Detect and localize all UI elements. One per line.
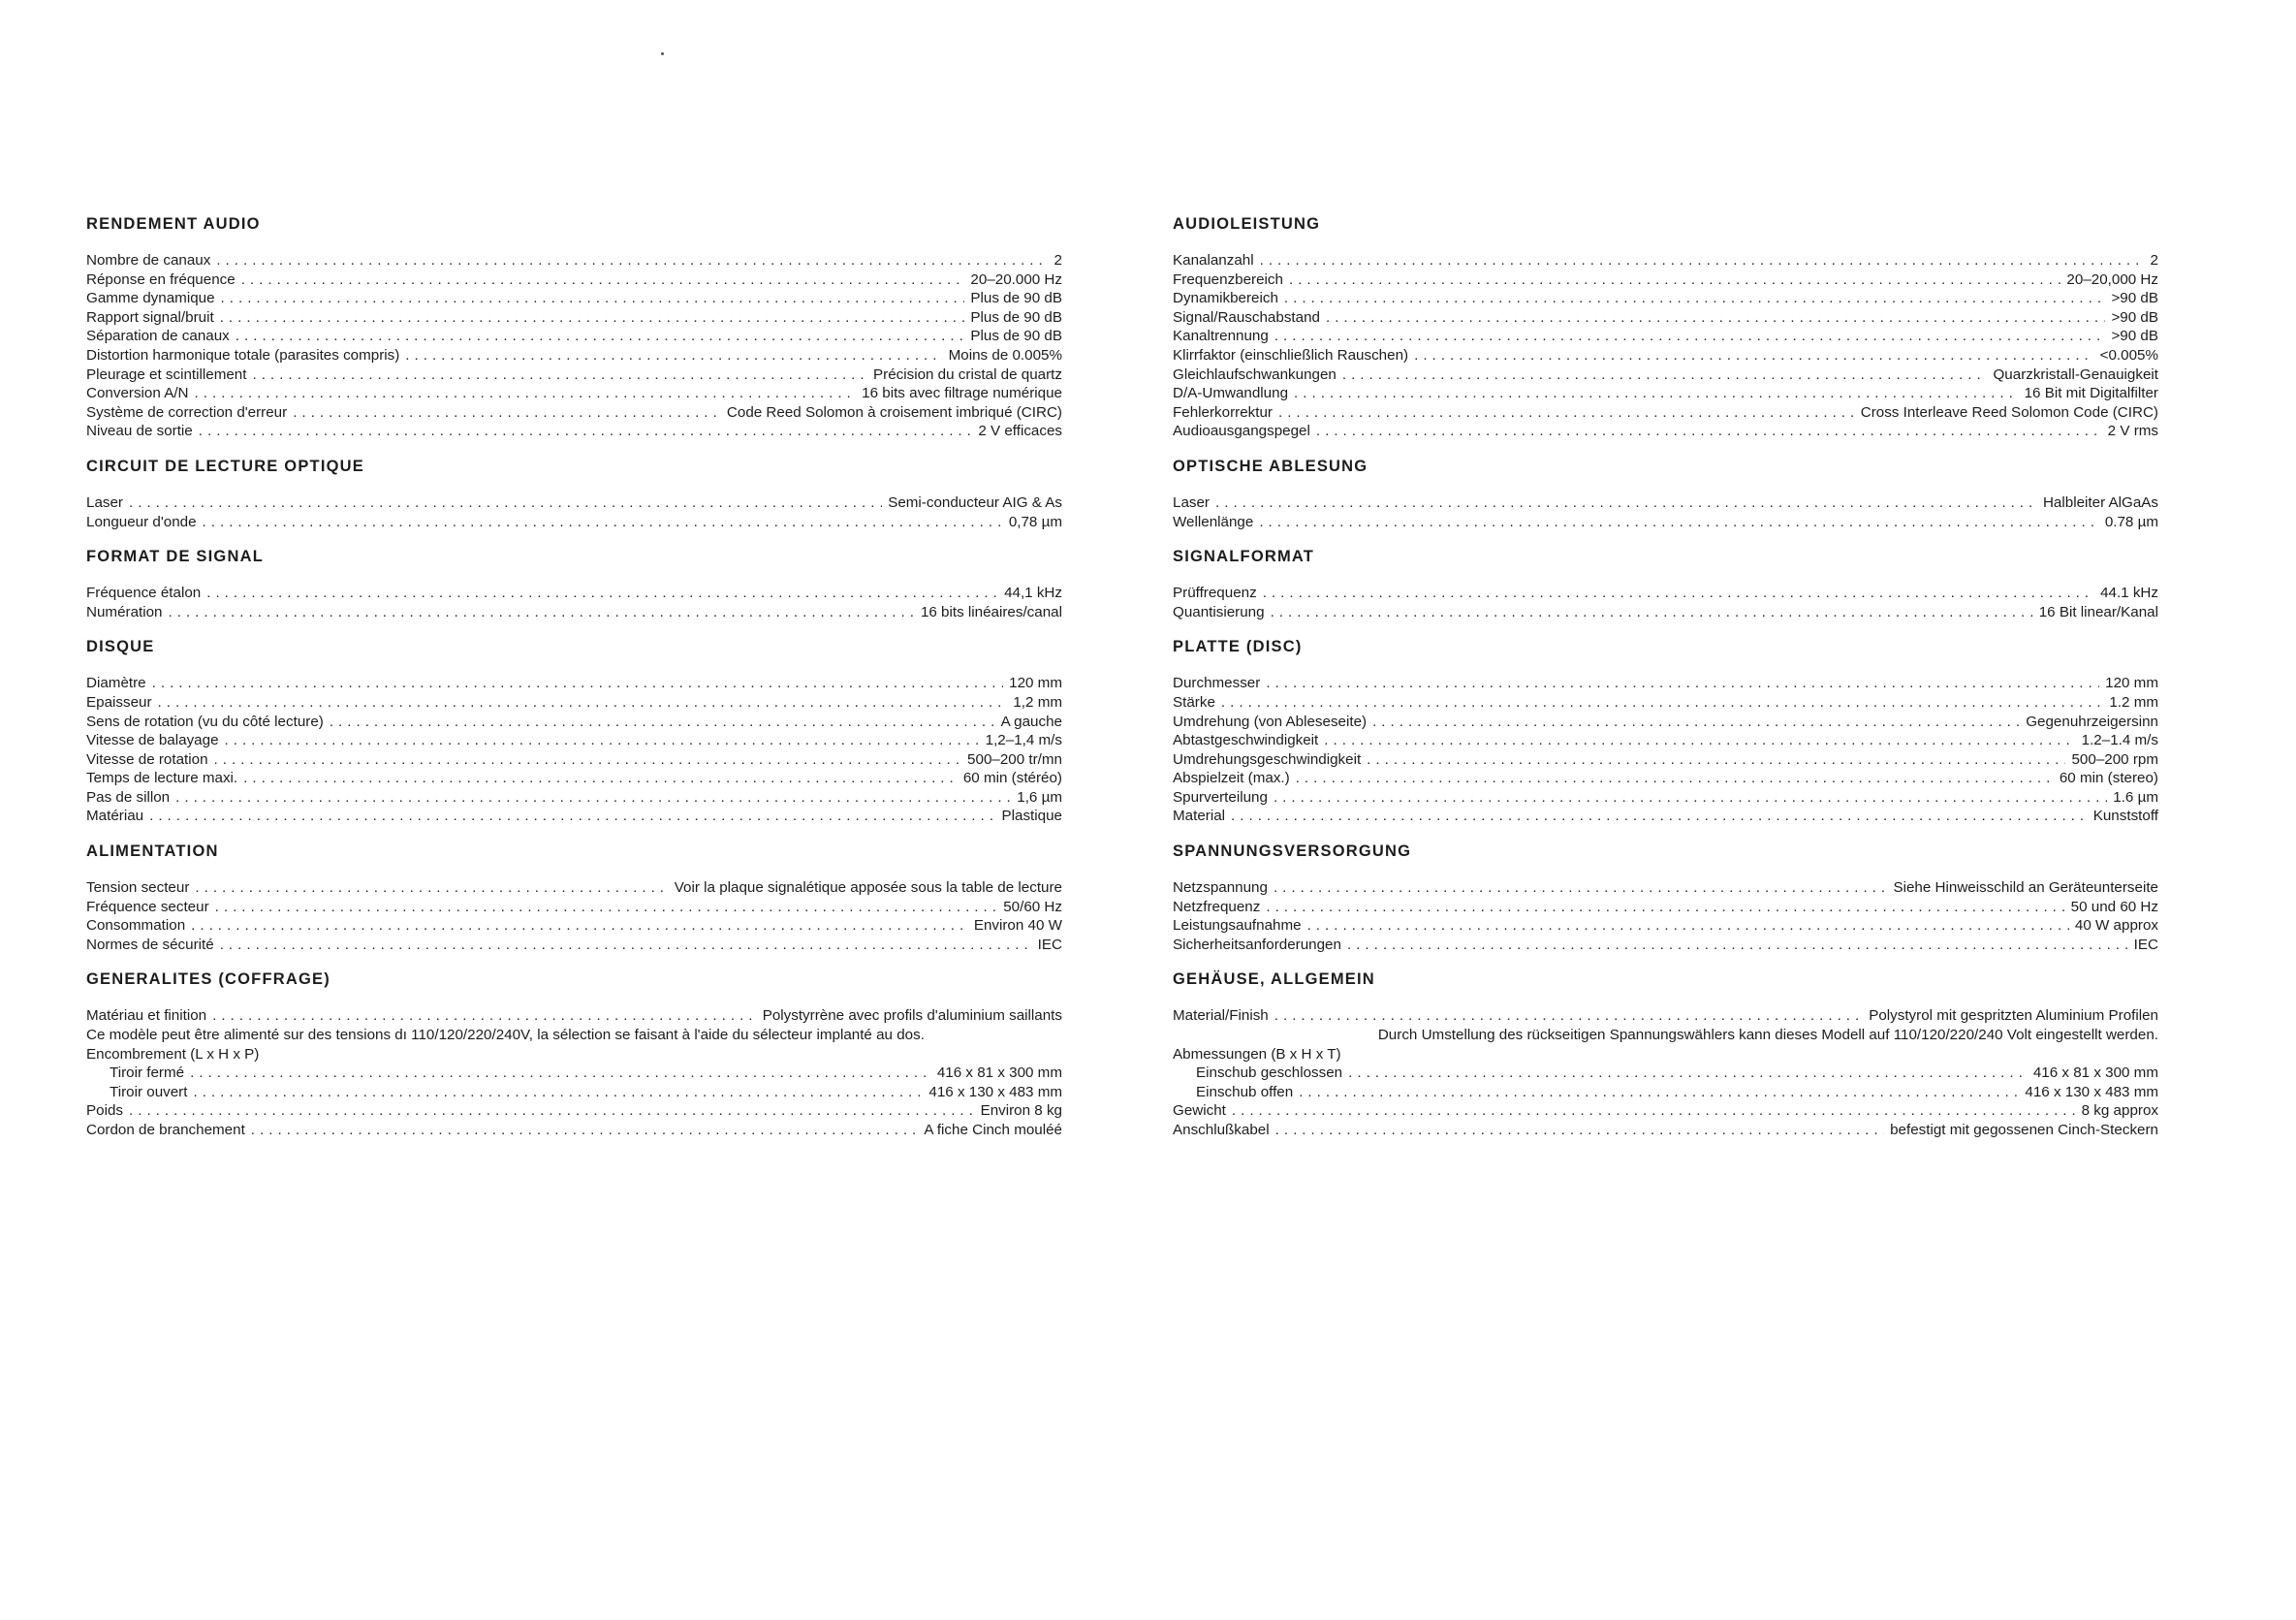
spec-row — [86, 936, 1062, 955]
spec-label: Frequenzbereich — [1173, 270, 1283, 288]
spec-row — [86, 898, 1062, 917]
spec-label: Gamme dynamique — [86, 290, 215, 307]
spec-value: 1,2 mm — [1013, 693, 1062, 711]
dot-leader — [236, 327, 965, 346]
dot-leader — [1326, 308, 2105, 328]
spec-value: Quarzkristall-Genauigkeit — [1993, 365, 2158, 383]
spec-label: Laser — [1173, 493, 1210, 511]
spec-label: Vitesse de rotation — [86, 750, 208, 768]
dot-leader — [1215, 493, 2037, 513]
spec-value: 416 x 81 x 300 mm — [2032, 1064, 2158, 1082]
spec-value: Plus de 90 dB — [970, 290, 1062, 307]
spec-value: Kunststoff — [2092, 808, 2158, 825]
spec-value: 416 x 81 x 300 mm — [936, 1064, 1062, 1082]
spec-note: Encombrement (L x H x P) — [86, 1045, 260, 1063]
spec-label: Kanalanzahl — [1173, 252, 1254, 269]
dot-leader — [1299, 1083, 2019, 1102]
spec-row — [1173, 1064, 2158, 1083]
spec-row — [1173, 713, 2158, 732]
spec-value: A gauche — [1000, 713, 1062, 730]
spec-value: 1,2–1,4 m/s — [985, 732, 1062, 749]
spec-label: Matériau et finition — [86, 1007, 207, 1025]
dot-leader — [216, 251, 1048, 270]
spec-label: Consommation — [86, 917, 186, 935]
spec-value: Code Reed Solomon à croisement imbriqué (CIRC) — [726, 403, 1062, 421]
spec-row — [1173, 750, 2158, 770]
spec-row — [86, 327, 1062, 346]
spec-row — [1173, 365, 2158, 385]
section-heading: CIRCUIT DE LECTURE OPTIQUE — [86, 457, 364, 475]
spec-value: Moins de 0.005% — [948, 346, 1062, 364]
dot-leader — [203, 513, 1003, 532]
spec-value: 50/60 Hz — [1003, 898, 1062, 915]
spec-row — [86, 1083, 1062, 1102]
spec-row — [1173, 731, 2158, 750]
spec-row — [86, 584, 1062, 603]
dot-leader — [330, 713, 995, 732]
spec-label: Conversion A/N — [86, 385, 189, 402]
spec-value: 16 bits avec filtrage numérique — [862, 385, 1062, 402]
dot-leader — [1414, 346, 2094, 365]
german-section-signalformat — [1173, 546, 2158, 621]
spec-row — [1173, 289, 2158, 308]
spec-row — [1173, 674, 2158, 693]
spec-label: D/A-Umwandlung — [1173, 385, 1289, 402]
spec-label: Pas de sillon — [86, 788, 171, 806]
spec-row — [1173, 1101, 2158, 1121]
spec-label: Dynamikbereich — [1173, 290, 1278, 307]
spec-row — [86, 713, 1062, 732]
spec-row — [86, 769, 1062, 788]
spec-row — [1173, 403, 2158, 423]
spec-label: Cordon de branchement — [86, 1122, 245, 1138]
spec-row — [1173, 603, 2158, 622]
spec-row — [1173, 584, 2158, 603]
spec-label: Vitesse de balayage — [86, 732, 219, 749]
dot-leader — [1221, 693, 2103, 713]
spec-label: Material/Finish — [1173, 1007, 1269, 1025]
spec-label: Epaisseur — [86, 693, 152, 711]
section-heading: DISQUE — [86, 638, 155, 656]
spec-list — [86, 584, 1062, 621]
spec-label: Distortion harmonique totale (parasites compris) — [86, 346, 400, 364]
spec-label: Longueur d'onde — [86, 513, 197, 530]
spec-label: Système de correction d'erreur — [86, 403, 288, 421]
scan-speck — [661, 52, 664, 55]
spec-row — [1173, 898, 2158, 917]
dot-leader — [1263, 584, 2094, 603]
spec-value: 20–20.000 Hz — [970, 270, 1062, 288]
spec-value: Siehe Hinweisschild an Geräteunterseite — [1893, 879, 2158, 897]
spec-value: 16 bits linéaires/canal — [920, 603, 1062, 620]
spec-value: Précision du cristal de quartz — [873, 365, 1062, 383]
spec-list — [86, 493, 1062, 531]
spec-value: Semi-conducteur AIG & As — [888, 493, 1062, 511]
spec-label: Tiroir ouvert — [110, 1083, 188, 1100]
spec-row — [86, 916, 1062, 936]
spec-label: Leistungsaufnahme — [1173, 917, 1302, 935]
spec-label: Signal/Rauschabstand — [1173, 308, 1320, 326]
section-heading: FORMAT DE SIGNAL — [86, 548, 264, 566]
spec-value: 2 V efficaces — [978, 423, 1062, 440]
spec-value: Plastique — [1001, 808, 1062, 825]
spec-value: 8 kg approx — [2081, 1102, 2158, 1120]
section-heading: ALIMENTATION — [86, 842, 219, 861]
dot-leader — [193, 1083, 923, 1102]
dot-leader — [175, 788, 1011, 808]
spec-value: 2 — [1054, 252, 1062, 269]
spec-label: Poids — [86, 1102, 123, 1120]
spec-label: Einschub geschlossen — [1196, 1064, 1343, 1082]
spec-row — [1173, 422, 2158, 441]
french-spec-column — [86, 213, 1062, 1140]
spec-label: Temps de lecture maxi. — [86, 770, 238, 787]
spec-value: 50 und 60 Hz — [2070, 898, 2158, 915]
dot-leader — [195, 384, 857, 403]
spec-list — [1173, 674, 2158, 826]
spec-row — [86, 422, 1062, 441]
spec-value: 500–200 rpm — [2071, 750, 2158, 768]
dot-leader — [1278, 403, 1855, 423]
spec-row — [86, 1101, 1062, 1121]
spec-value: 1.2–1.4 m/s — [2081, 732, 2158, 749]
spec-label: Klirrfaktor (einschließlich Rauschen) — [1173, 346, 1409, 364]
spec-row — [86, 289, 1062, 308]
dot-leader — [206, 584, 998, 603]
dot-leader — [1260, 251, 2145, 270]
dot-leader — [1307, 916, 2069, 936]
spec-row — [1173, 788, 2158, 808]
spec-list — [1173, 878, 2158, 954]
spec-value: Plus de 90 dB — [970, 308, 1062, 326]
dot-leader — [251, 1121, 919, 1140]
spec-row — [1173, 251, 2158, 270]
dot-leader — [220, 936, 1032, 955]
spec-value: 0,78 µm — [1008, 513, 1062, 530]
spec-row — [86, 1121, 1062, 1140]
spec-value: 500–200 tr/mn — [967, 750, 1062, 768]
french-section-disque — [86, 636, 1062, 826]
dot-leader — [1274, 788, 2107, 808]
spec-value: Polystyrol mit gespritzten Aluminium Profilen — [1869, 1007, 2158, 1025]
spec-label: Niveau de sortie — [86, 423, 193, 440]
spec-row — [1173, 769, 2158, 788]
spec-list — [86, 251, 1062, 441]
spec-value: Voir la plaque signalétique apposée sous la table de lecture — [674, 879, 1062, 897]
spec-value: >90 dB — [2111, 290, 2158, 307]
spec-value: Environ 40 W — [973, 917, 1062, 935]
spec-row — [86, 1006, 1062, 1026]
spec-value: 20–20,000 Hz — [2066, 270, 2158, 288]
dot-leader — [169, 603, 915, 622]
dot-leader — [129, 493, 882, 513]
spec-value: A fiche Cinch mouléé — [924, 1122, 1062, 1138]
section-heading: OPTISCHE ABLESUNG — [1173, 457, 1368, 475]
dot-leader — [1274, 1006, 1863, 1026]
spec-value: 1.6 µm — [2113, 788, 2158, 806]
dot-leader — [158, 693, 1008, 713]
spec-label: Quantisierung — [1173, 603, 1265, 620]
dot-leader — [1266, 898, 2064, 917]
spec-row — [86, 788, 1062, 808]
spec-row — [86, 346, 1062, 365]
spec-row — [1173, 916, 2158, 936]
spec-label: Gleichlaufschwankungen — [1173, 365, 1337, 383]
spec-label: Audioausgangspegel — [1173, 423, 1310, 440]
dot-leader — [152, 674, 1004, 693]
dot-leader — [1367, 750, 2065, 770]
spec-label: Séparation de canaux — [86, 328, 230, 345]
dot-leader — [1231, 807, 2088, 826]
spec-label: Réponse en fréquence — [86, 270, 236, 288]
spec-label: Kanaltrennung — [1173, 328, 1269, 345]
spec-value: 0.78 µm — [2104, 513, 2158, 530]
spec-list — [86, 878, 1062, 954]
spec-value: Polystyrrène avec profils d'aluminium saillants — [762, 1007, 1062, 1025]
dot-leader — [214, 750, 962, 770]
dot-leader — [252, 365, 867, 385]
spec-list — [86, 674, 1062, 826]
german-section-gehause-allgemein — [1173, 969, 2158, 1139]
spec-row — [1173, 270, 2158, 290]
spec-label: Gewicht — [1173, 1102, 1226, 1120]
spec-label: Numération — [86, 603, 163, 620]
dot-leader — [225, 731, 980, 750]
dot-leader — [243, 769, 958, 788]
spec-row — [1173, 493, 2158, 513]
dot-leader — [1342, 365, 1988, 385]
section-heading: PLATTE (DISC) — [1173, 638, 1303, 656]
spec-value: Environ 8 kg — [980, 1102, 1062, 1120]
dot-leader — [1259, 513, 2099, 532]
spec-row — [86, 384, 1062, 403]
spec-label: Einschub offen — [1196, 1083, 1294, 1100]
spec-label: Netzspannung — [1173, 879, 1268, 897]
section-heading: RENDEMENT AUDIO — [86, 215, 261, 233]
spec-row — [86, 1064, 1062, 1083]
dot-leader — [1294, 384, 2019, 403]
dot-leader — [1372, 713, 2020, 732]
french-section-format-de-signal — [86, 546, 1062, 621]
spec-value: 16 Bit linear/Kanal — [2038, 603, 2158, 620]
spec-label: Nombre de canaux — [86, 252, 211, 269]
spec-row — [86, 731, 1062, 750]
spec-label: Sicherheitsanforderungen — [1173, 936, 1341, 953]
spec-row — [86, 693, 1062, 713]
french-section-generalites-coffrage — [86, 969, 1062, 1139]
spec-list — [1173, 251, 2158, 441]
spec-row — [1173, 878, 2158, 898]
dot-leader — [405, 346, 942, 365]
dot-leader — [195, 878, 668, 898]
dot-leader — [1316, 422, 2102, 441]
dot-leader — [149, 807, 995, 826]
spec-row — [86, 365, 1062, 385]
spec-value: 2 V rms — [2107, 423, 2158, 440]
spec-value: 40 W approx — [2074, 917, 2158, 935]
spec-value: 1,6 µm — [1017, 788, 1062, 806]
dot-leader — [1289, 270, 2060, 290]
spec-value: 2 — [2150, 252, 2158, 269]
dot-leader — [293, 403, 721, 423]
spec-value: 60 min (stereo) — [2059, 770, 2158, 787]
spec-row — [86, 251, 1062, 270]
spec-value: Gegenuhrzeigersinn — [2026, 713, 2158, 730]
spec-row — [86, 750, 1062, 770]
spec-label: Fréquence étalon — [86, 585, 202, 602]
section-heading: SPANNUNGSVERSORGUNG — [1173, 842, 1412, 861]
spec-row — [86, 603, 1062, 622]
french-section-alimentation — [86, 841, 1062, 954]
german-section-spannungsversorgung — [1173, 841, 2158, 954]
spec-list — [1173, 584, 2158, 621]
spec-label: Pleurage et scintillement — [86, 365, 247, 383]
spec-value: 44.1 kHz — [2100, 585, 2158, 602]
spec-label: Matériau — [86, 808, 144, 825]
german-section-audioleistung — [1173, 213, 2158, 441]
spec-list — [1173, 493, 2158, 531]
spec-row — [86, 403, 1062, 423]
spec-label: Fréquence secteur — [86, 898, 209, 915]
section-heading: GEHÄUSE, ALLGEMEIN — [1173, 970, 1375, 989]
spec-label: Durchmesser — [1173, 675, 1261, 692]
spec-label: Spurverteilung — [1173, 788, 1268, 806]
spec-label: Stärke — [1173, 693, 1215, 711]
dot-leader — [1348, 1064, 2028, 1083]
spec-label: Tension secteur — [86, 879, 190, 897]
spec-row — [1173, 807, 2158, 826]
spec-label: Tiroir fermé — [110, 1064, 185, 1082]
spec-label: Material — [1173, 808, 1226, 825]
spec-label: Laser — [86, 493, 123, 511]
dot-leader — [1232, 1101, 2076, 1121]
spec-value: <0.005% — [2099, 346, 2158, 364]
dot-leader — [1275, 1121, 1884, 1140]
spec-value: IEC — [2133, 936, 2158, 953]
german-section-optische-ablesung — [1173, 456, 2158, 531]
spec-row — [1173, 1083, 2158, 1102]
dot-leader — [1324, 731, 2075, 750]
spec-value: 16 Bit mit Digitalfilter — [2024, 385, 2158, 402]
spec-label: Prüffrequenz — [1173, 585, 1257, 602]
spec-row — [1173, 513, 2158, 532]
spec-value: 44,1 kHz — [1004, 585, 1062, 602]
spec-label: Netzfrequenz — [1173, 898, 1261, 915]
spec-row — [86, 513, 1062, 532]
spec-list — [86, 1006, 1062, 1139]
german-spec-column — [1173, 213, 2158, 1140]
dot-leader — [129, 1101, 975, 1121]
spec-row — [1173, 308, 2158, 328]
dot-leader — [1274, 327, 2106, 346]
spec-row — [1173, 936, 2158, 955]
french-section-rendement-audio — [86, 213, 1062, 441]
dot-leader — [1271, 603, 2033, 622]
spec-value: 416 x 130 x 483 mm — [928, 1083, 1062, 1100]
spec-value: Plus de 90 dB — [970, 328, 1062, 345]
dot-leader — [220, 308, 965, 328]
dot-leader — [1296, 769, 2054, 788]
spec-row — [86, 308, 1062, 328]
dot-leader — [212, 1006, 757, 1026]
dot-leader — [190, 1064, 931, 1083]
spec-note: Abmessungen (B x H x T) — [1173, 1045, 1341, 1063]
dot-leader — [1266, 674, 2099, 693]
spec-label: Umdrehungsgeschwindigkeit — [1173, 750, 1362, 768]
dot-leader — [199, 422, 973, 441]
dot-leader — [221, 289, 965, 308]
spec-row — [86, 878, 1062, 898]
spec-value: IEC — [1037, 936, 1062, 953]
dot-leader — [191, 916, 968, 936]
french-section-circuit-de-lecture-optique — [86, 456, 1062, 531]
section-heading: AUDIOLEISTUNG — [1173, 215, 1321, 233]
dot-leader — [1284, 289, 2106, 308]
spec-label: Umdrehung (von Ableseseite) — [1173, 713, 1368, 730]
spec-value: 60 min (stéréo) — [962, 770, 1062, 787]
dot-leader — [1347, 936, 2128, 955]
spec-list — [1173, 1006, 2158, 1139]
spec-label: Diamètre — [86, 675, 146, 692]
spec-value: 120 mm — [2105, 675, 2158, 692]
spec-row — [1173, 346, 2158, 365]
spec-label: Sens de rotation (vu du côté lecture) — [86, 713, 324, 730]
spec-row — [1173, 384, 2158, 403]
spec-row — [1173, 1006, 2158, 1026]
spec-value: Halbleiter AlGaAs — [2042, 493, 2158, 511]
spec-value: 1.2 mm — [2109, 693, 2158, 711]
section-heading: SIGNALFORMAT — [1173, 548, 1315, 566]
spec-label: Abtastgeschwindigkeit — [1173, 732, 1319, 749]
spec-value: Cross Interleave Reed Solomon Code (CIRC) — [1860, 403, 2158, 421]
spec-label: Fehlerkorrektur — [1173, 403, 1273, 421]
dot-leader — [1274, 878, 1888, 898]
section-heading: GENERALITES (COFFRAGE) — [86, 970, 330, 989]
spec-note: Durch Umstellung des rückseitigen Spannungswählers kann dieses Modell auf 110/120/220/240 Volt eingestellt werden. — [1377, 1027, 2158, 1044]
spec-row — [86, 493, 1062, 513]
spec-row — [86, 270, 1062, 290]
spec-label: Anschlußkabel — [1173, 1122, 1270, 1138]
dot-leader — [241, 270, 965, 290]
spec-note: Ce modèle peut être alimenté sur des tensions dı 110/120/220/240V, la sélection se faisant à l'aide du sélecteur implanté au dos. — [86, 1027, 925, 1044]
spec-label: Normes de sécurité — [86, 936, 214, 953]
spec-row — [1173, 1121, 2158, 1140]
spec-value: 120 mm — [1009, 675, 1062, 692]
spec-row — [86, 807, 1062, 826]
spec-row — [1173, 327, 2158, 346]
dot-leader — [215, 898, 998, 917]
spec-row — [86, 674, 1062, 693]
german-section-platte-disc — [1173, 636, 2158, 826]
spec-label: Rapport signal/bruit — [86, 308, 214, 326]
spec-value: >90 dB — [2111, 308, 2158, 326]
spec-label: Abspielzeit (max.) — [1173, 770, 1290, 787]
spec-value: befestigt mit gegossenen Cinch-Steckern — [1890, 1122, 2158, 1138]
spec-value: >90 dB — [2111, 328, 2158, 345]
spec-row — [1173, 693, 2158, 713]
spec-value: 416 x 130 x 483 mm — [2025, 1083, 2158, 1100]
spec-label: Wellenlänge — [1173, 513, 1254, 530]
